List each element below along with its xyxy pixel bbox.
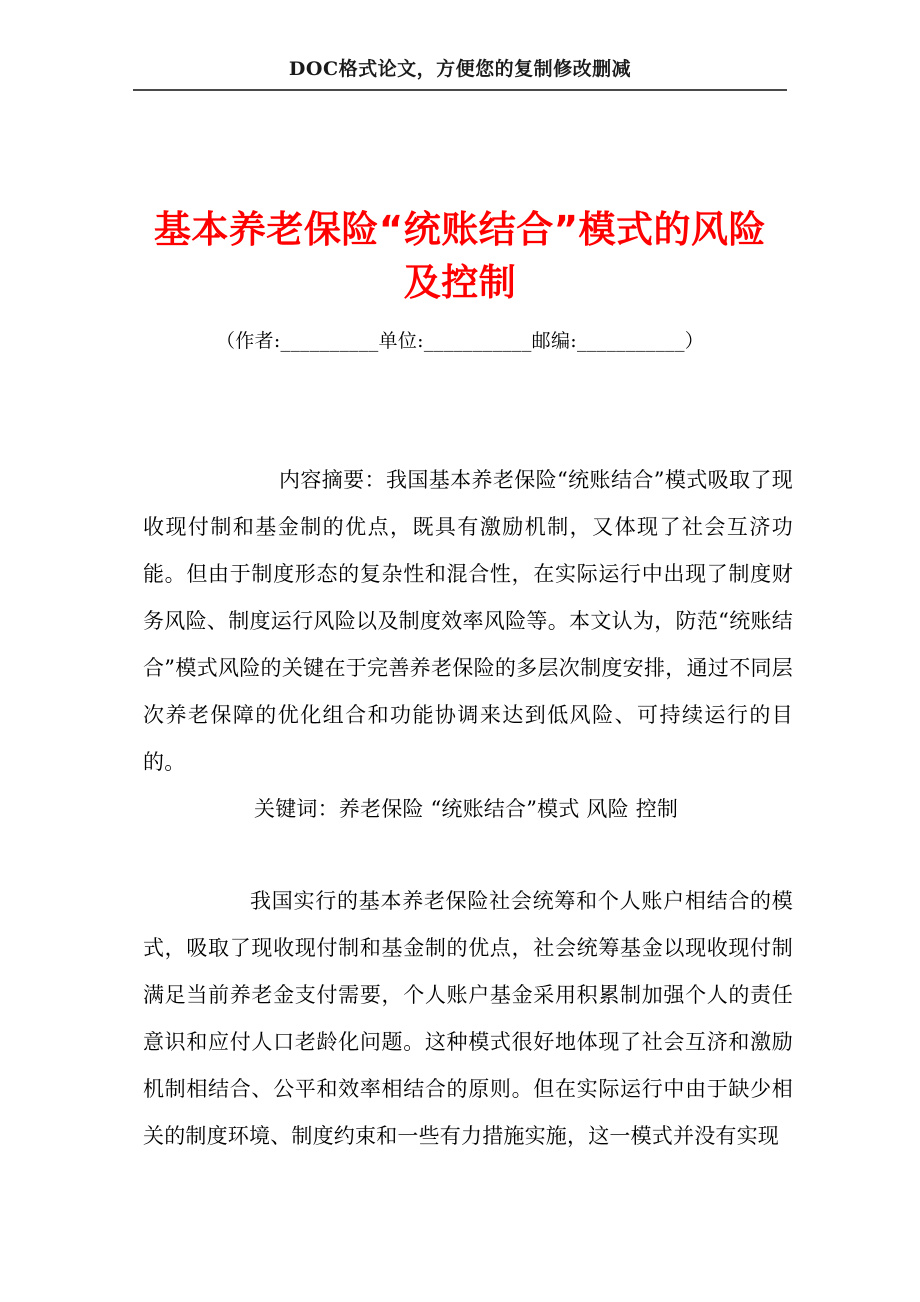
header-divider-rule — [133, 89, 787, 91]
page-header-text: DOC格式论文，方便您的复制修改删减 — [288, 58, 632, 80]
author-affiliation-byline: （作者:__________单位:___________邮编:___________） — [215, 330, 705, 352]
abstract-text: 内容摘要：我国基本养老保险“统账结合”模式吸取了现收现付制和基金制的优点，既具有激励机制，又体现了社会互济功能。但由于制度形态的复杂性和混合性，在实际运行中出现了制度财务风险、制度运行风险以及制度效率风险等。本文认为，防范“统账结合”模式风险的关键在于完善养老保险的多层次制度安排，通过不同层次养老保障的优化组合和功能协调来达到低风险、可持续运行的目的。 — [143, 468, 793, 774]
document-title-line-2: 及控制 — [403, 261, 517, 304]
abstract-block — [143, 457, 793, 786]
body-paragraph-1-block — [143, 878, 793, 1160]
page-header — [133, 56, 787, 82]
document-title-line-1: 基本养老保险“统账结合”模式的风险 — [153, 208, 767, 251]
keywords-text: 关键词：养老保险 “统账结合”模式 风险 控制 — [254, 797, 679, 821]
keywords-block — [143, 786, 793, 833]
body-paragraph-1-text: 我国实行的基本养老保险社会统筹和个人账户相结合的模式，吸取了现收现付制和基金制的优点，社会统筹基金以现收现付制满足当前养老金支付需要，个人账户基金采用积累制加强个人的责任意识和应付人口老龄化问题。这种模式很好地体现了社会互济和激励机制相结合、公平和效率相结合的原则。但在实际运行中由于缺少相关的制度环境、制度约束和一些有力措施实施，这一模式并没有实现 — [143, 889, 793, 1148]
document-title — [128, 203, 792, 309]
